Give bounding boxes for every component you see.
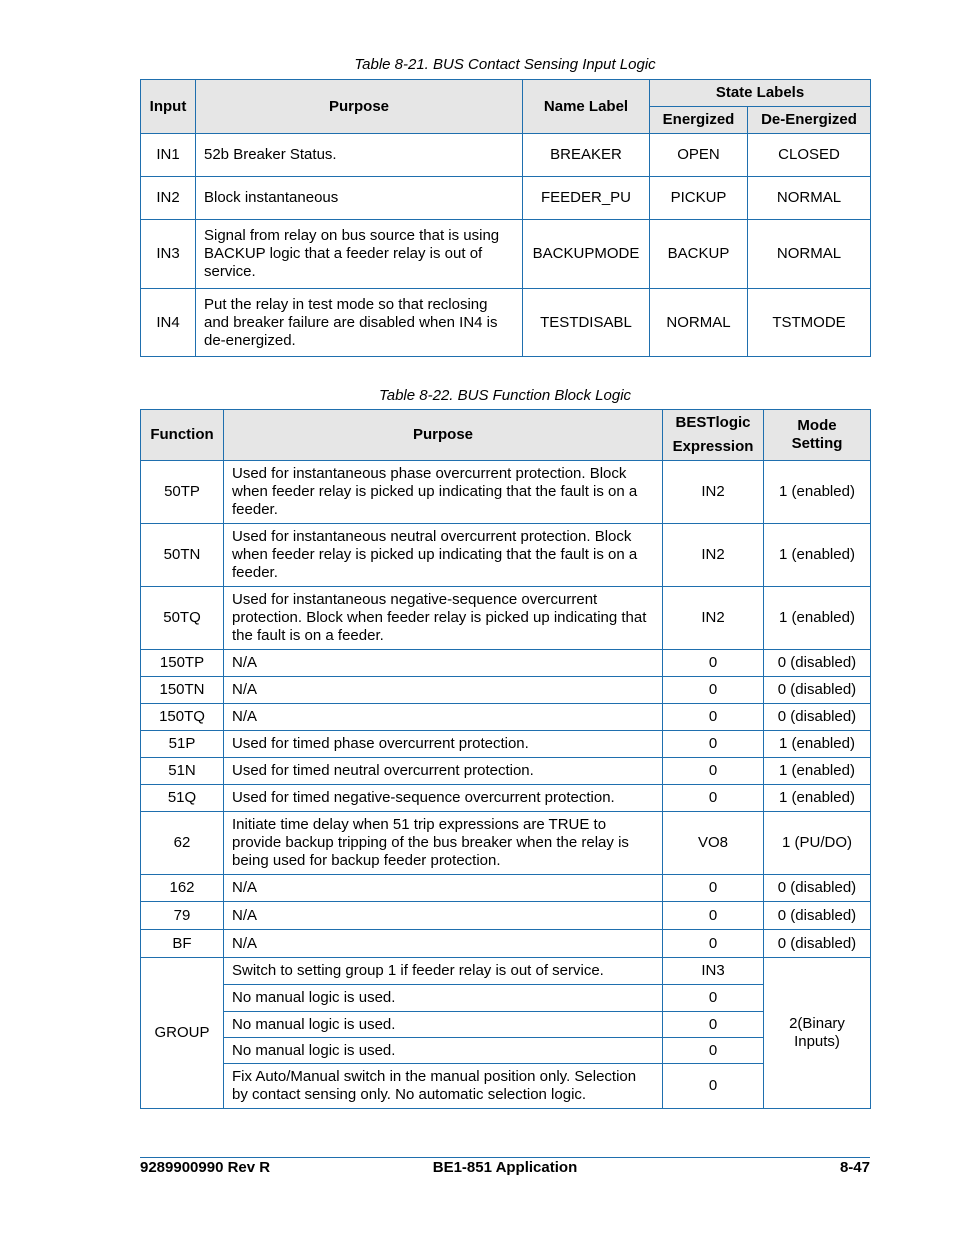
input-cell: IN3 (141, 220, 196, 289)
purpose-cell: Initiate time delay when 51 trip expressions are TRUE to provide backup tripping of the bus breaker when the relay is being used for backup feeder protection. (224, 812, 663, 875)
table-row (141, 812, 871, 875)
purpose-cell: Signal from relay on bus source that is using BACKUP logic that a feeder relay is out of service. (196, 220, 523, 289)
function-cell: BF (141, 930, 224, 958)
function-cell: 51P (141, 731, 224, 758)
expression-cell: 0 (663, 677, 764, 704)
mode-setting-cell: 1 (enabled) (764, 731, 871, 758)
mode-setting-cell: 2(Binary Inputs) (764, 958, 871, 1109)
table-row (141, 704, 871, 731)
expression-cell: 0 (663, 758, 764, 785)
mode-setting-cell: 1 (enabled) (764, 461, 871, 524)
de-energized-cell: CLOSED (748, 134, 871, 177)
purpose-cell: Used for timed neutral overcurrent protection. (224, 758, 663, 785)
mode-setting-cell: 1 (enabled) (764, 524, 871, 587)
purpose-cell: 52b Breaker Status. (196, 134, 523, 177)
de-energized-cell: NORMAL (748, 220, 871, 289)
purpose-cell: N/A (224, 704, 663, 731)
footer-page-number: 8-47 (839, 1159, 870, 1176)
purpose-cell: Put the relay in test mode so that reclosing and breaker failure are disabled when IN4 is de-energized. (196, 289, 523, 357)
purpose-cell: N/A (224, 677, 663, 704)
header-de-energized: De-Energized (748, 107, 871, 134)
function-cell: 150TQ (141, 704, 224, 731)
mode-setting-cell: 0 (disabled) (764, 704, 871, 731)
table1-caption: Table 8-21. BUS Contact Sensing Input Logic (354, 56, 656, 73)
header-name-label: Name Label (523, 80, 650, 134)
table-row (141, 461, 871, 524)
expression-cell: 0 (663, 985, 764, 1012)
table-row (141, 875, 871, 902)
table-row (141, 650, 871, 677)
table-row (141, 289, 871, 357)
table-row (141, 177, 871, 220)
mode-setting-cell: 0 (disabled) (764, 677, 871, 704)
purpose-cell: N/A (224, 902, 663, 930)
purpose-cell: N/A (224, 650, 663, 677)
header-state-labels: State Labels (650, 80, 871, 107)
function-block-table (140, 409, 871, 1109)
table-row (141, 731, 871, 758)
table-row (141, 220, 871, 289)
energized-cell: PICKUP (650, 177, 748, 220)
table-row (141, 758, 871, 785)
mode-setting-cell: 0 (disabled) (764, 875, 871, 902)
function-cell: 162 (141, 875, 224, 902)
expression-cell: 0 (663, 1012, 764, 1038)
expression-cell: 0 (663, 1038, 764, 1064)
function-cell: 79 (141, 902, 224, 930)
name-label-cell: TESTDISABL (523, 289, 650, 357)
expression-cell: 0 (663, 650, 764, 677)
header-bestlogic-line2: Expression (672, 438, 754, 455)
expression-cell: IN2 (663, 587, 764, 650)
footer-title: BE1-851 Application (432, 1159, 578, 1176)
table-row (141, 958, 871, 985)
function-cell: 62 (141, 812, 224, 875)
mode-setting-cell: 1 (enabled) (764, 758, 871, 785)
mode-setting-cell: 1 (enabled) (764, 587, 871, 650)
table-row (141, 1038, 871, 1064)
table2-caption: Table 8-22. BUS Function Block Logic (378, 387, 632, 404)
input-cell: IN1 (141, 134, 196, 177)
de-energized-cell: TSTMODE (748, 289, 871, 357)
table-row (141, 134, 871, 177)
expression-cell: IN2 (663, 524, 764, 587)
table-row (141, 1012, 871, 1038)
purpose-cell: Switch to setting group 1 if feeder relay is out of service. (224, 958, 663, 985)
header-function: Function (141, 410, 224, 461)
expression-cell: 0 (663, 731, 764, 758)
function-cell: 51Q (141, 785, 224, 812)
header-mode-setting: Mode Setting (764, 410, 871, 461)
input-cell: IN4 (141, 289, 196, 357)
header-energized: Energized (650, 107, 748, 134)
purpose-cell: Block instantaneous (196, 177, 523, 220)
table-row (141, 524, 871, 587)
purpose-cell: Fix Auto/Manual switch in the manual position only. Selection by contact sensing only. No automatic selection logic. (224, 1064, 663, 1109)
expression-cell: VO8 (663, 812, 764, 875)
energized-cell: NORMAL (650, 289, 748, 357)
table-row (141, 930, 871, 958)
function-cell: 150TP (141, 650, 224, 677)
purpose-cell: Used for timed negative-sequence overcurrent protection. (224, 785, 663, 812)
purpose-cell: Used for instantaneous phase overcurrent protection. Block when feeder relay is picked up indicating that the fault is on a feeder. (224, 461, 663, 524)
purpose-cell: Used for instantaneous neutral overcurrent protection. Block when feeder relay is picked up indicating that the fault is on a feeder. (224, 524, 663, 587)
expression-cell: IN2 (663, 461, 764, 524)
mode-setting-cell: 1 (PU/DO) (764, 812, 871, 875)
expression-cell: IN3 (663, 958, 764, 985)
name-label-cell: BACKUPMODE (523, 220, 650, 289)
input-cell: IN2 (141, 177, 196, 220)
expression-cell: 0 (663, 902, 764, 930)
mode-setting-cell: 1 (enabled) (764, 785, 871, 812)
footer-rule (140, 1157, 870, 1158)
header-bestlogic-expression (663, 410, 764, 461)
header-bestlogic-line1: BESTlogic (675, 414, 751, 431)
expression-cell: 0 (663, 875, 764, 902)
mode-setting-cell: 0 (disabled) (764, 930, 871, 958)
purpose-cell: Used for instantaneous negative-sequence overcurrent protection. Block when feeder relay is picked up indicating that the fault is on a feeder. (224, 587, 663, 650)
header-purpose: Purpose (196, 80, 523, 134)
mode-setting-cell: 0 (disabled) (764, 902, 871, 930)
table-row (141, 785, 871, 812)
header-purpose: Purpose (224, 410, 663, 461)
purpose-cell: No manual logic is used. (224, 1038, 663, 1064)
expression-cell: 0 (663, 930, 764, 958)
expression-cell: 0 (663, 1064, 764, 1109)
input-logic-table (140, 79, 871, 357)
mode-setting-cell: 0 (disabled) (764, 650, 871, 677)
function-cell: GROUP (141, 958, 224, 1109)
purpose-cell: No manual logic is used. (224, 985, 663, 1012)
expression-cell: 0 (663, 704, 764, 731)
name-label-cell: FEEDER_PU (523, 177, 650, 220)
function-cell: 150TN (141, 677, 224, 704)
de-energized-cell: NORMAL (748, 177, 871, 220)
purpose-cell: N/A (224, 875, 663, 902)
purpose-cell: Used for timed phase overcurrent protection. (224, 731, 663, 758)
function-cell: 51N (141, 758, 224, 785)
energized-cell: BACKUP (650, 220, 748, 289)
name-label-cell: BREAKER (523, 134, 650, 177)
function-cell: 50TP (141, 461, 224, 524)
table-row (141, 587, 871, 650)
expression-cell: 0 (663, 785, 764, 812)
function-cell: 50TN (141, 524, 224, 587)
table-row (141, 985, 871, 1012)
footer-doc-number: 9289900990 Rev R (140, 1159, 271, 1176)
table-row (141, 902, 871, 930)
function-cell: 50TQ (141, 587, 224, 650)
purpose-cell: N/A (224, 930, 663, 958)
purpose-cell: No manual logic is used. (224, 1012, 663, 1038)
header-input: Input (141, 80, 196, 134)
table-row (141, 677, 871, 704)
table-row (141, 1064, 871, 1109)
energized-cell: OPEN (650, 134, 748, 177)
